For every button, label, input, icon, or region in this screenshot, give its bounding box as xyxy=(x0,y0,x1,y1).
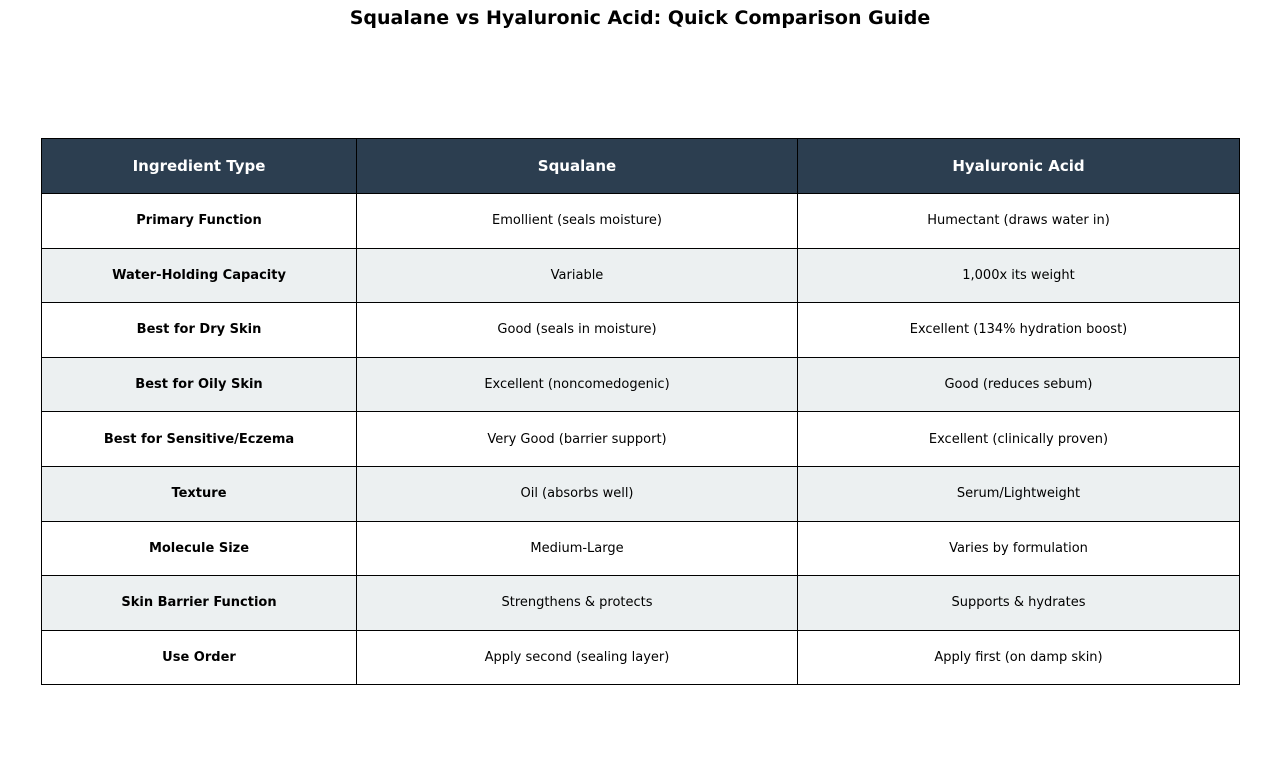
row-label: Use Order xyxy=(42,630,357,685)
squalane-cell: Excellent (noncomedogenic) xyxy=(357,357,798,412)
chart-title: Squalane vs Hyaluronic Acid: Quick Comparison Guide xyxy=(349,7,931,29)
table-row xyxy=(42,303,1240,358)
comparison-table-container xyxy=(41,138,1239,685)
hyaluronic-acid-cell: Serum/Lightweight xyxy=(798,466,1240,521)
row-label: Best for Oily Skin xyxy=(42,357,357,412)
row-label: Best for Dry Skin xyxy=(42,303,357,358)
hyaluronic-acid-cell: 1,000x its weight xyxy=(798,248,1240,303)
hyaluronic-acid-cell: Excellent (134% hydration boost) xyxy=(798,303,1240,358)
table-row xyxy=(42,630,1240,685)
hyaluronic-acid-cell: Good (reduces sebum) xyxy=(798,357,1240,412)
row-label: Texture xyxy=(42,466,357,521)
table-row xyxy=(42,521,1240,576)
hyaluronic-acid-cell: Supports & hydrates xyxy=(798,576,1240,631)
table-row xyxy=(42,194,1240,249)
hyaluronic-acid-cell: Varies by formulation xyxy=(798,521,1240,576)
row-label: Molecule Size xyxy=(42,521,357,576)
table-row xyxy=(42,248,1240,303)
table-row xyxy=(42,412,1240,467)
hyaluronic-acid-cell: Excellent (clinically proven) xyxy=(798,412,1240,467)
row-label: Water-Holding Capacity xyxy=(42,248,357,303)
header-squalane: Squalane xyxy=(357,139,798,194)
squalane-cell: Strengthens & protects xyxy=(357,576,798,631)
row-label: Skin Barrier Function xyxy=(42,576,357,631)
squalane-cell: Variable xyxy=(357,248,798,303)
squalane-cell: Good (seals in moisture) xyxy=(357,303,798,358)
hyaluronic-acid-cell: Apply first (on damp skin) xyxy=(798,630,1240,685)
squalane-cell: Apply second (sealing layer) xyxy=(357,630,798,685)
table-row xyxy=(42,466,1240,521)
row-label: Best for Sensitive/Eczema xyxy=(42,412,357,467)
row-label: Primary Function xyxy=(42,194,357,249)
table-row xyxy=(42,576,1240,631)
squalane-cell: Medium-Large xyxy=(357,521,798,576)
table-header-row xyxy=(42,139,1240,194)
hyaluronic-acid-cell: Humectant (draws water in) xyxy=(798,194,1240,249)
header-ingredient-type: Ingredient Type xyxy=(42,139,357,194)
squalane-cell: Emollient (seals moisture) xyxy=(357,194,798,249)
table-row xyxy=(42,357,1240,412)
squalane-cell: Oil (absorbs well) xyxy=(357,466,798,521)
comparison-table xyxy=(41,138,1240,685)
header-hyaluronic-acid: Hyaluronic Acid xyxy=(798,139,1240,194)
squalane-cell: Very Good (barrier support) xyxy=(357,412,798,467)
table-body xyxy=(42,194,1240,685)
